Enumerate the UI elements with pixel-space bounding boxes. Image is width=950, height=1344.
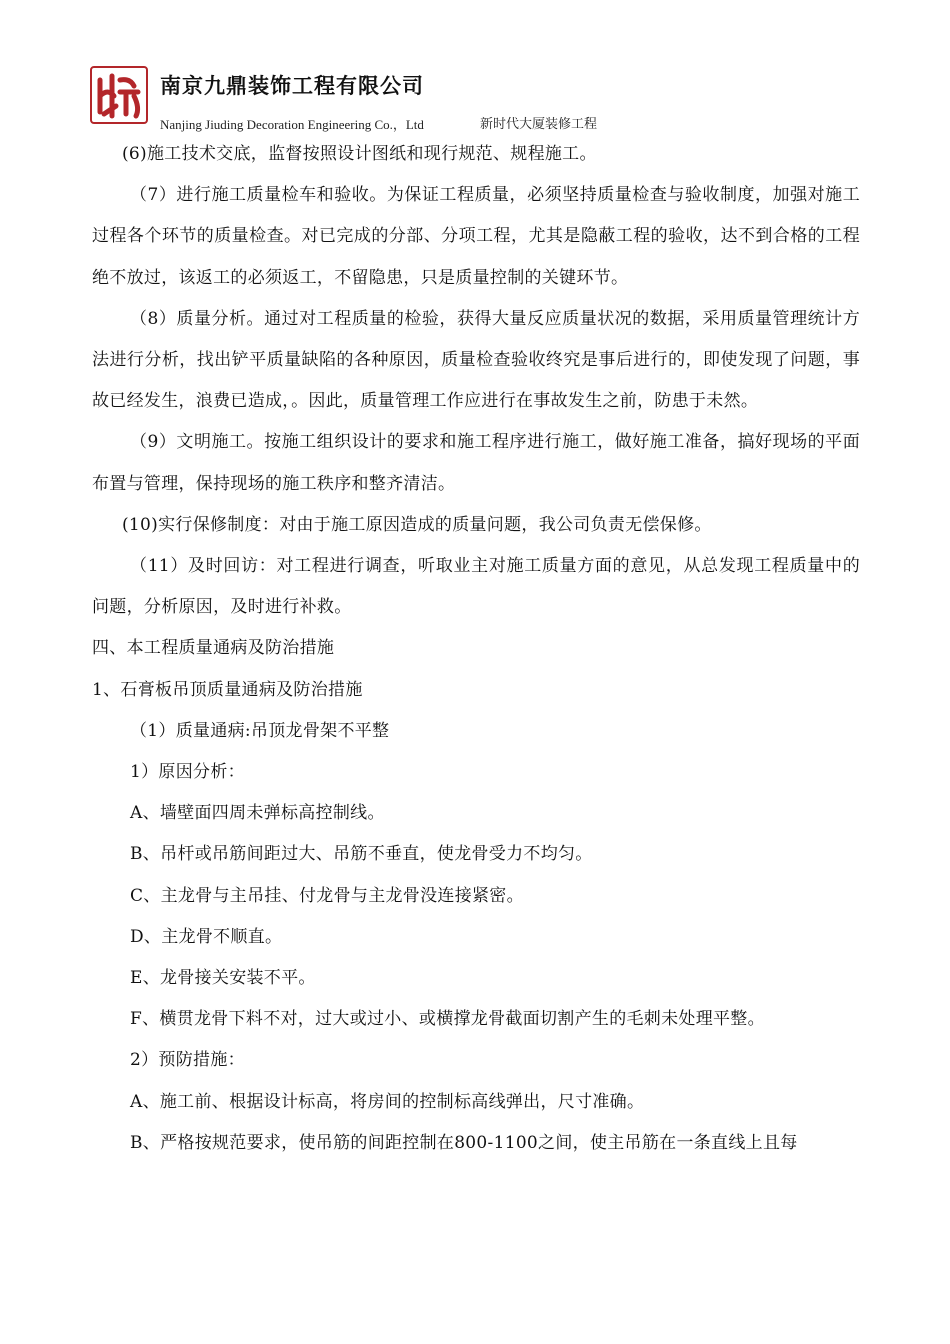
- paragraph-item-9: （9）文明施工。按施工组织设计的要求和施工程序进行施工，做好施工准备，搞好现场的平面布置与管理，保持现场的施工秩序和整齐清洁。: [92, 432, 860, 494]
- cause-item-c: C、主龙骨与主吊挂、付龙骨与主龙骨没连接紧密。: [130, 885, 524, 906]
- section-heading: 四、本工程质量通病及防治措施: [92, 638, 335, 659]
- paragraph-item-8: （8）质量分析。通过对工程质量的检验，获得大量反应质量状况的数据，采用质量管理统计方法进行分析，找出铲平质量缺陷的各种原因，质量检查验收终究是事后进行的，即使发现了问题，事故已经发生，浪费已造成，。因此，质量管理工作应进行在事故发生之前，防患于未然。: [92, 308, 860, 412]
- cause-heading: 1）原因分析：: [130, 762, 245, 783]
- issue-heading: （1）质量通病:吊顶龙骨架不平整: [130, 720, 390, 741]
- project-slogan: 新时代大厦装修工程: [480, 117, 598, 132]
- company-name-en: Nanjing Jiuding Decoration Engineering Co.，Ltd: [160, 117, 424, 132]
- cause-item-e: E、龙骨接关安装不平。: [130, 968, 316, 989]
- paragraph-item-10: (10)实行保修制度：对由于施工原因造成的质量问题，我公司负责无偿保修。: [122, 514, 712, 535]
- cause-item-b: B、吊杆或吊筋间距过大、吊筋不垂直，使龙骨受力不均匀。: [130, 844, 593, 865]
- prevention-item-a: A、施工前、根据设计标高，将房间的控制标高线弹出，尺寸准确。: [130, 1091, 645, 1112]
- subsection-heading: 1、石膏板吊顶质量通病及防治措施: [92, 679, 363, 700]
- cause-item-f: F、横贯龙骨下料不对，过大或过小、或横撑龙骨截面切割产生的毛刺未处理平整。: [130, 1009, 765, 1030]
- cause-item-d: D、主龙骨不顺直。: [130, 926, 283, 947]
- document-body: [92, 134, 860, 1164]
- prevention-item-b: B、严格按规范要求，使吊筋的间距控制在800-1100之间，使主吊筋在一条直线上且每: [130, 1132, 798, 1153]
- prevention-heading: 2）预防措施：: [130, 1050, 245, 1071]
- paragraph-item-11: （11）及时回访：对工程进行调查，听取业主对施工质量方面的意见，从总发现工程质量中的问题，分析原因，及时进行补救。: [92, 556, 860, 618]
- paragraph-item-7: （7）进行施工质量检车和验收。为保证工程质量，必须坚持质量检查与验收制度，加强对施工过程各个环节的质量检查。对已完成的分部、分项工程，尤其是隐蔽工程的验收，达不到合格的工程绝不放过，该返工的必须返工，不留隐患，只是质量控制的关键环节。: [92, 185, 860, 288]
- cause-item-a: A、墙壁面四周未弹标高控制线。: [130, 803, 385, 824]
- company-name-cn: 南京九鼎装饰工程有限公司: [160, 74, 424, 98]
- company-logo: [90, 66, 148, 124]
- paragraph-item-6: (6)施工技术交底，监督按照设计图纸和现行规范、规程施工。: [122, 144, 597, 164]
- document-header: [90, 66, 870, 134]
